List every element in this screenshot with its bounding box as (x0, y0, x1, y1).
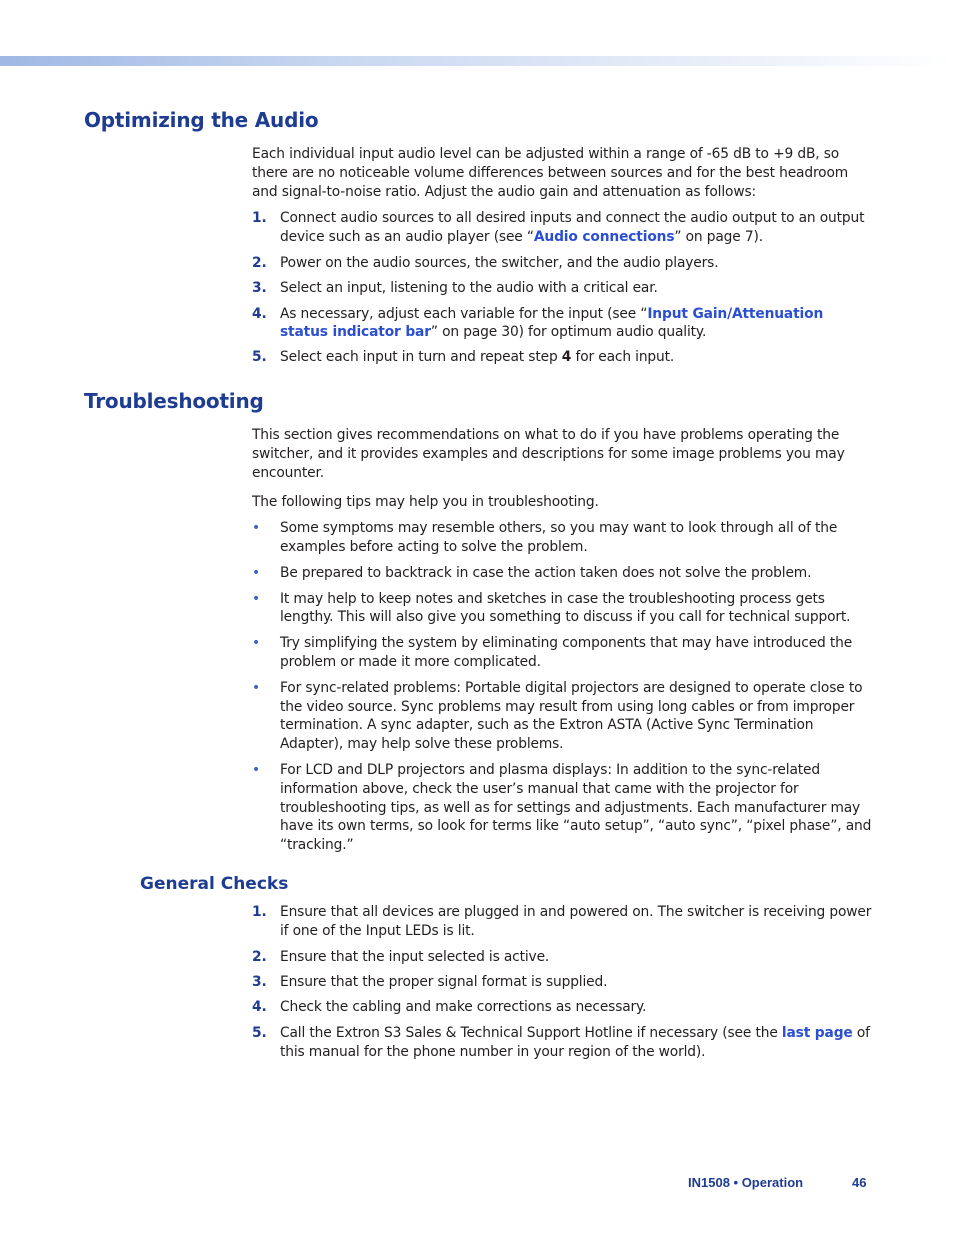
list-item (252, 998, 874, 1017)
bullet-icon: • (252, 564, 260, 581)
list-item (252, 348, 874, 367)
list-item (252, 634, 874, 672)
input-gain-attenuation-link[interactable]: Input Gain/Attenuation status indicator bar (280, 305, 824, 341)
bullet-icon: • (252, 761, 260, 778)
step-text: As necessary, adjust each variable for the input (see “ (280, 305, 648, 322)
heading-general-checks: General Checks (140, 874, 289, 894)
step-text: Select each input in turn and repeat step (280, 349, 562, 366)
step-reference: 4 (561, 349, 572, 366)
list-item (252, 279, 874, 298)
general-checks-list (252, 903, 874, 1062)
step-number: 2. (252, 254, 267, 271)
step-number: 1. (252, 904, 267, 920)
tip-text: Some symptoms may resemble others, so you may want to look through all of the examples before acting to solve the problem. (280, 520, 838, 555)
footer-doc-label: IN1508 • Operation (688, 1175, 804, 1190)
step-number: 1. (252, 210, 267, 227)
tip-text: For LCD and DLP projectors and plasma displays: In addition to the sync-related information above, check the user’s manual that came with the projector for troubleshooting tips, as well as for settings and adjustments. Each manufacturer may have its own terms, so look for terms like “auto setup”, “auto sync”, “pixel phase”, and “tracking.” (280, 761, 872, 854)
step-text: ” on page 30) for optimum audio quality. (430, 324, 707, 341)
list-item (252, 973, 874, 992)
step-text: Ensure that the proper signal format is supplied. (280, 974, 608, 991)
list-item (252, 305, 874, 343)
list-item (252, 948, 874, 967)
list-item (252, 1024, 874, 1062)
general-checks-body (252, 903, 874, 1062)
heading-troubleshooting: Troubleshooting (84, 389, 264, 413)
tip-text: For sync-related problems: Portable digital projectors are designed to operate close to the video source. Sync problems may result from using long cables or from improper termination. A sync adapter, such as the Extron ASTA (Active Sync Termination Adapter), may help solve these problems. (280, 679, 863, 753)
optimizing-audio-body (252, 145, 874, 367)
footer-page-number: 46 (852, 1175, 867, 1190)
optimizing-audio-intro: Each individual input audio level can be adjusted within a range of -65 dB to +9 dB, so there are no noticeable volume differences between sources and for the best headroom and signal-to-noise ratio. Adjust the audio gain and attenuation as follows: (252, 146, 849, 200)
step-number: 5. (252, 349, 267, 366)
list-item (252, 590, 874, 628)
bullet-icon: • (252, 590, 260, 607)
troubleshooting-body (252, 426, 874, 855)
step-text: Select an input, listening to the audio with a critical ear. (280, 279, 658, 296)
list-item (252, 679, 874, 754)
step-text: of this manual for the phone number in your region of the world). (280, 1024, 870, 1060)
tips-intro: The following tips may help you in troubleshooting. (252, 494, 599, 511)
step-number: 5. (252, 1024, 267, 1041)
list-item (252, 761, 874, 855)
step-number: 2. (252, 948, 267, 965)
step-number: 4. (252, 305, 267, 322)
step-number: 3. (252, 279, 267, 296)
step-text: Ensure that all devices are plugged in and powered on. The switcher is receiving power if one of the Input LEDs is lit. (280, 904, 872, 939)
list-item (252, 564, 874, 583)
tip-text: Be prepared to backtrack in case the action taken does not solve the problem. (280, 564, 812, 581)
step-number: 3. (252, 974, 267, 991)
header-gradient-bar (0, 56, 954, 66)
audio-connections-link[interactable]: Audio connections (533, 229, 675, 246)
bullet-icon: • (252, 635, 260, 652)
list-item (252, 209, 874, 247)
last-page-link[interactable]: last page (781, 1024, 853, 1041)
step-text: Check the cabling and make corrections as necessary. (280, 999, 647, 1016)
step-text: for each input. (571, 349, 675, 366)
tip-text: It may help to keep notes and sketches in case the troubleshooting process gets lengthy. This will also give you something to discuss if you call for technical support. (280, 590, 851, 626)
step-text: Power on the audio sources, the switcher, and the audio players. (280, 254, 719, 271)
bullet-icon: • (252, 520, 260, 537)
heading-optimizing-audio: Optimizing the Audio (84, 108, 319, 132)
audio-steps-list (252, 209, 874, 367)
tips-list (252, 519, 874, 855)
list-item (252, 903, 874, 941)
troubleshooting-intro: This section gives recommendations on what to do if you have problems operating the switcher, and it provides examples and descriptions for some image problems you may encounter. (252, 427, 845, 481)
tip-text: Try simplifying the system by eliminating components that may have introduced the problem or made it more complicated. (280, 635, 853, 670)
step-number: 4. (252, 999, 267, 1016)
step-text: Call the Extron S3 Sales & Technical Support Hotline if necessary (see the (280, 1024, 782, 1041)
step-text: ” on page 7). (674, 229, 763, 246)
step-text: Connect audio sources to all desired inputs and connect the audio output to an output device such as an audio player (see “ (280, 210, 865, 246)
bullet-icon: • (252, 679, 260, 696)
step-text: Ensure that the input selected is active. (280, 948, 550, 965)
list-item (252, 254, 874, 273)
list-item (252, 519, 874, 557)
